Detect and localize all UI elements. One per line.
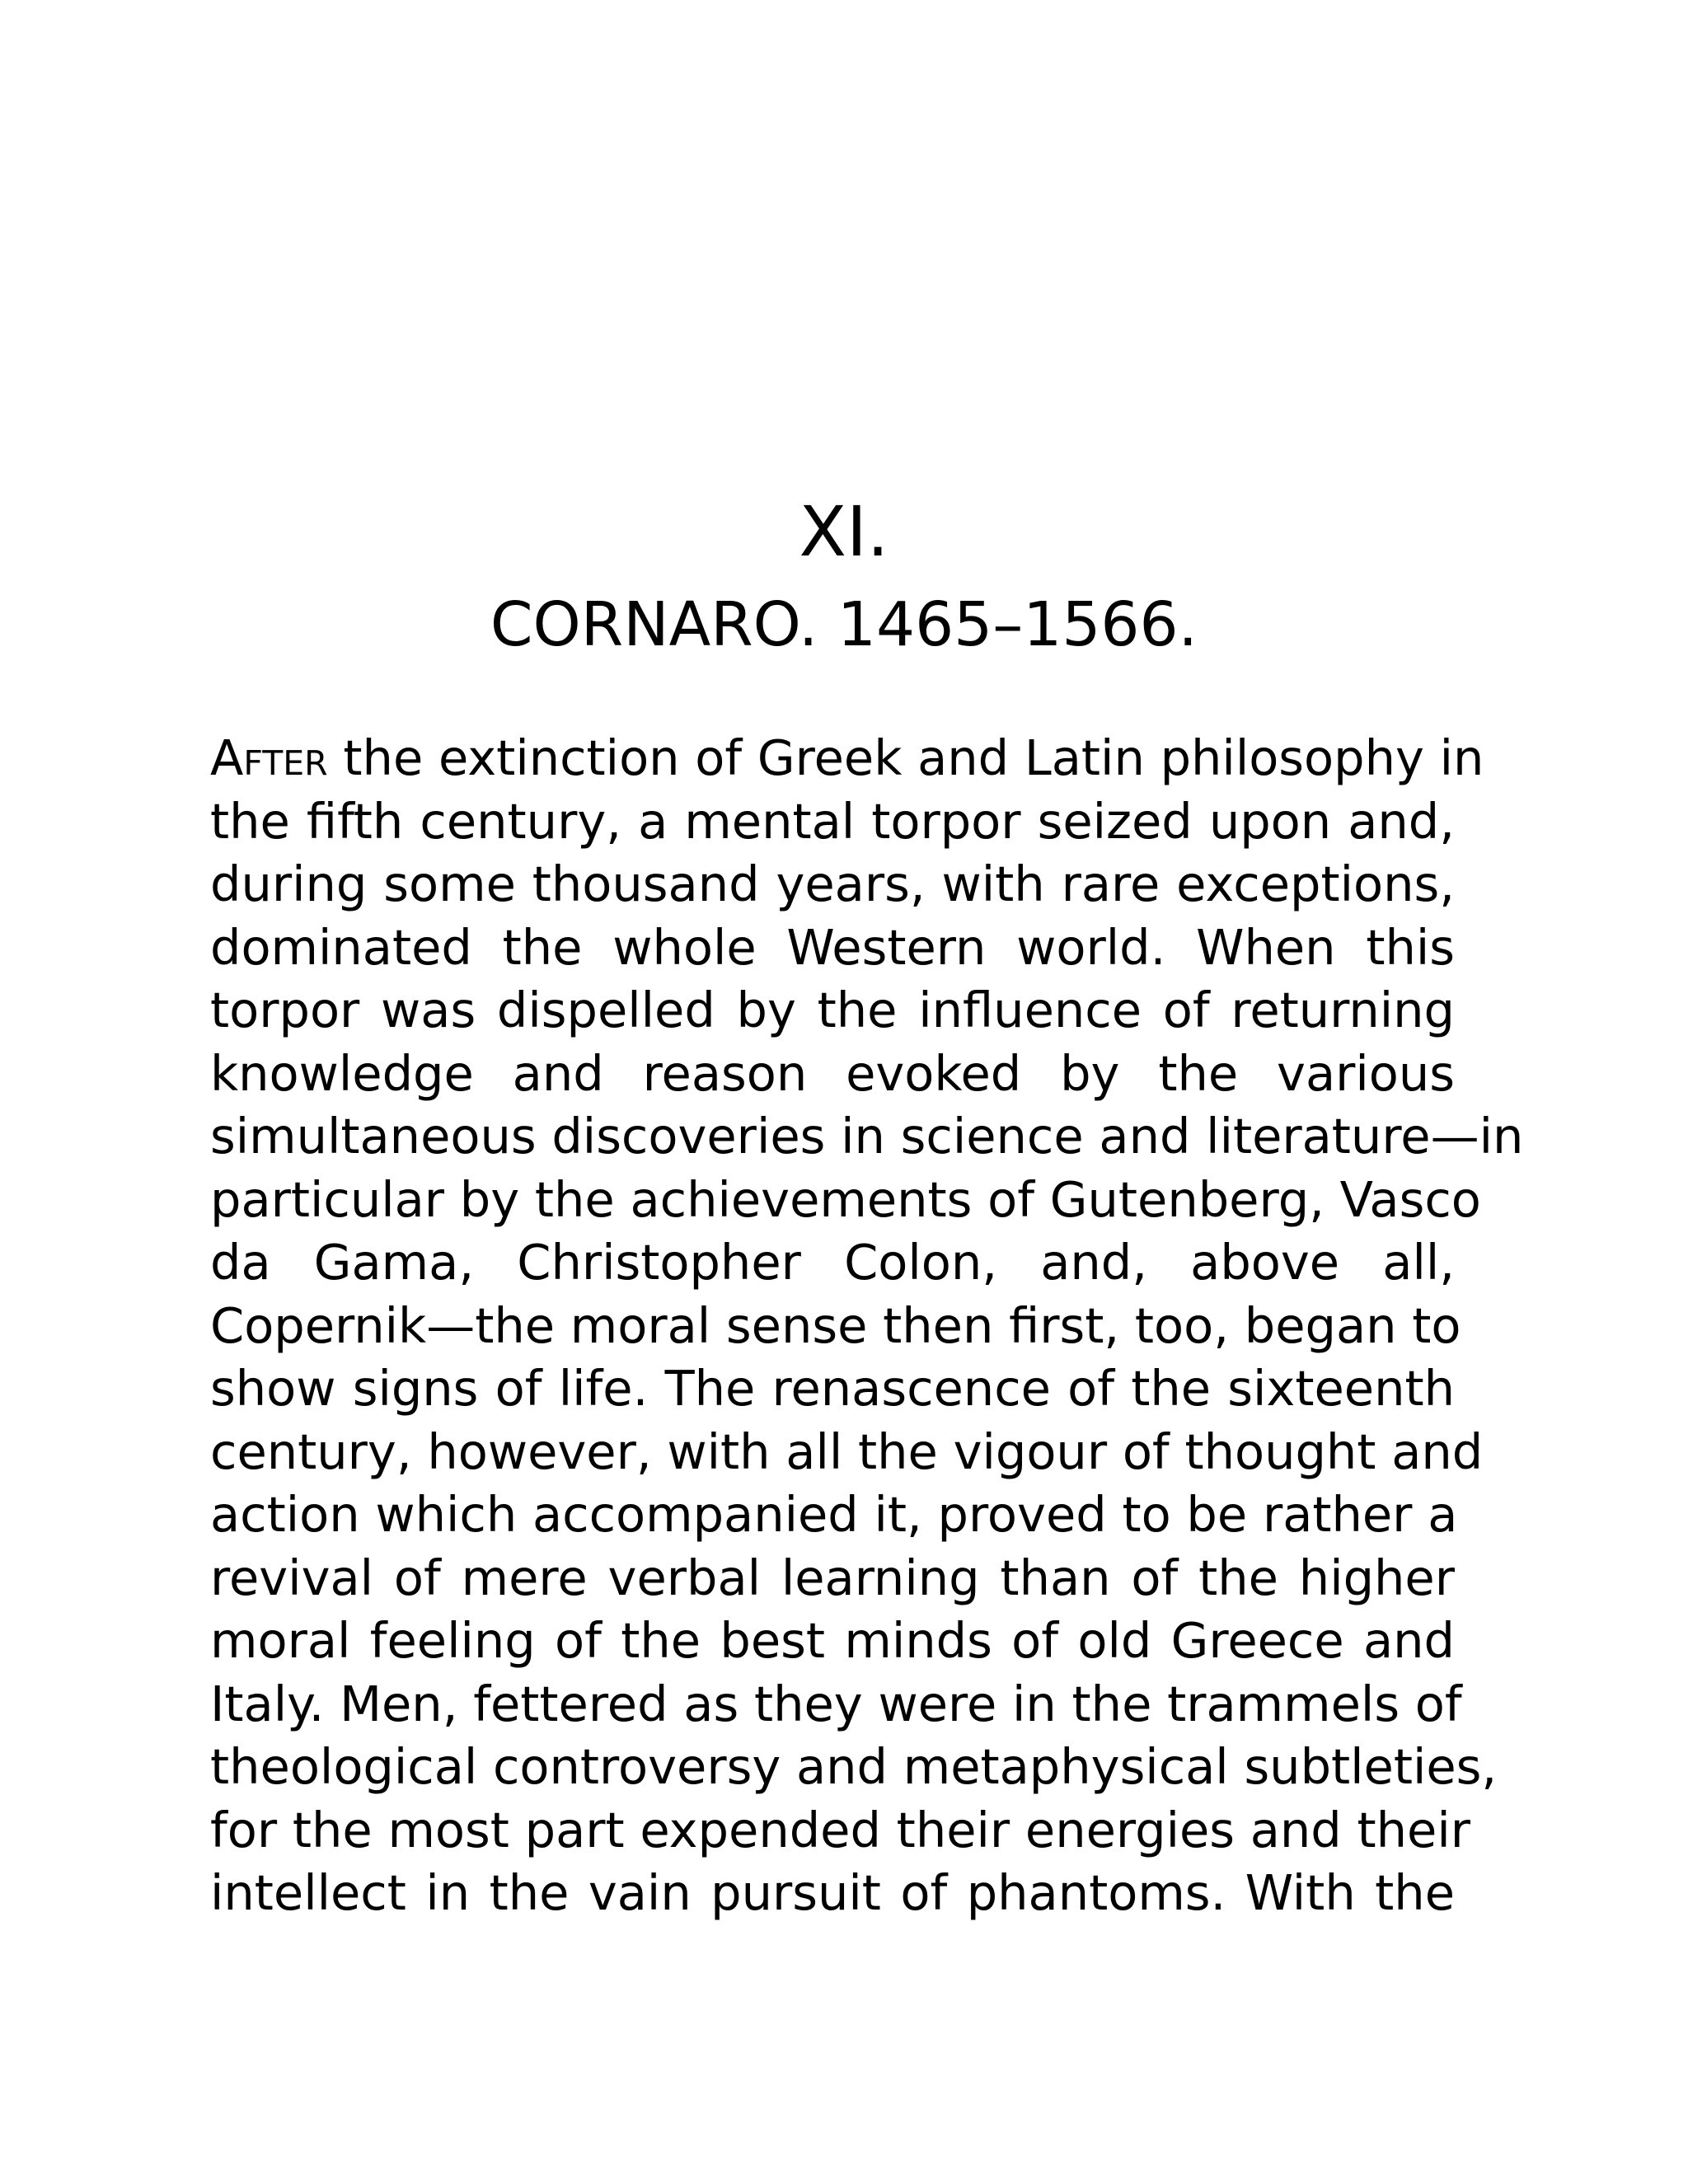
- body-line: the fifth century, a mental torpor seized upon and,: [210, 792, 1455, 850]
- body-line: particular by the achievements of Gutenberg, Vasco: [210, 1170, 1481, 1228]
- body-line: dominated the whole Western world. When this: [210, 918, 1455, 976]
- body-line-text: the extinction of Greek and Latin philosophy in: [327, 729, 1484, 786]
- body-line: century, however, with all the vigour of thought and: [210, 1422, 1484, 1480]
- body-line: revival of mere verbal learning than of the higher: [210, 1549, 1455, 1606]
- chapter-title: CORNARO. 1465–1566.: [490, 589, 1198, 660]
- body-line: action which accompanied it, proved to be rather a: [210, 1486, 1458, 1543]
- body-line: theological controversy and metaphysical subtleties,: [210, 1738, 1498, 1795]
- body-text: [210, 727, 1524, 1925]
- chapter-number: XI.: [799, 491, 889, 572]
- body-line: moral feeling of the best minds of old Greece and: [210, 1612, 1455, 1669]
- body-line: knowledge and reason evoked by the various: [210, 1044, 1455, 1102]
- body-line: Copernik—the moral sense then first, too, began to: [210, 1296, 1461, 1354]
- body-line: Italy. Men, fettered as they were in the trammels of: [210, 1675, 1462, 1732]
- body-line: show signs of life. The renascence of the sixteenth: [210, 1360, 1455, 1417]
- body-line: for the most part expended their energies and their: [210, 1801, 1470, 1858]
- body-line: da Gama, Christopher Colon, and, above all,: [210, 1234, 1455, 1291]
- body-line: during some thousand years, with rare exceptions,: [210, 855, 1455, 912]
- body-line: torpor was dispelled by the influence of returning: [210, 982, 1455, 1038]
- body-line: simultaneous discoveries in science and literature—in: [210, 1108, 1524, 1165]
- small-caps-opener: After: [210, 729, 328, 786]
- body-line: intellect in the vain pursuit of phantoms. With the: [210, 1864, 1455, 1921]
- body-line: [210, 727, 1484, 790]
